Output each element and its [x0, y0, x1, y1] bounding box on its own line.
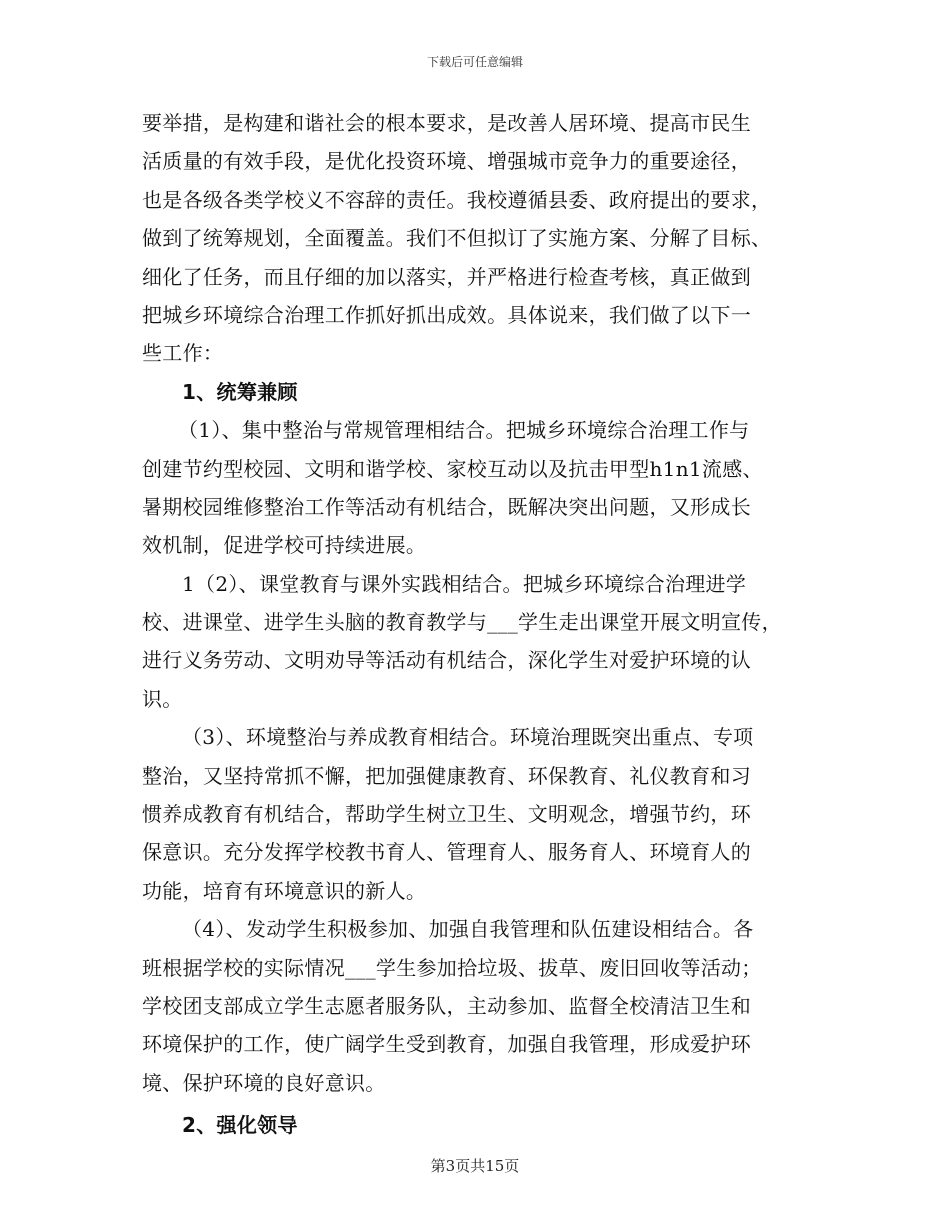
- text-line: 保意识。充分发挥学校教书育人、管理育人、服务育人、环境育人的: [142, 840, 751, 865]
- text-line: 1（2）、课堂教育与课外实践相结合。把城乡环境综合治理进学: [182, 571, 747, 596]
- text-line: 班根据学校的实际情况___学生参加拾垃圾、拔草、废旧回收等活动；: [142, 955, 762, 980]
- text-line: 要举措，是构建和谐社会的根本要求，是改善人居环境、提高市民生: [142, 111, 751, 135]
- text-line: 也是各级各类学校义不容辞的责任。我校遵循县委、政府提出的要求，: [142, 187, 772, 212]
- section-heading: 2、强化领导: [182, 1113, 298, 1138]
- text-line: 境、保护环境的良好意识。: [142, 1070, 386, 1095]
- text-line: 效机制，促进学校可持续进展。: [142, 533, 427, 558]
- document-body: [142, 104, 812, 1145]
- text-line: （4）、发动学生积极参加、加强自我管理和队伍建设相结合。各: [182, 917, 754, 942]
- text-line: 学校团支部成立学生志愿者服务队，主动参加、监督全校清洁卫生和: [142, 993, 751, 1018]
- text-line: 细化了任务，而且仔细的加以落实，并严格进行检查考核，真正做到: [142, 264, 751, 289]
- text-line: 校、进课堂、进学生头脑的教育教学与___学生走出课堂开展文明宣传，: [142, 610, 782, 635]
- page-header: 下载后可任意编辑: [426, 55, 523, 69]
- section-heading: 1、统筹兼顾: [182, 379, 298, 404]
- text-line: （1）、集中整治与常规管理相结合。把城乡环境综合治理工作与: [178, 418, 750, 443]
- text-line: 识。: [142, 686, 183, 711]
- text-line: 做到了统筹规划，全面覆盖。我们不但拟订了实施方案、分解了目标、: [142, 226, 772, 251]
- text-line: 功能，培育有环境意识的新人。: [142, 878, 427, 903]
- page-footer: 第3页共15页: [430, 1157, 520, 1175]
- text-line: 些工作：: [142, 341, 224, 366]
- text-line: 惯养成教育有机结合，帮助学生树立卫生、文明观念，增强节约，环: [142, 802, 751, 827]
- text-line: 活质量的有效手段，是优化投资环境、增强城市竞争力的重要途径，: [142, 149, 751, 174]
- text-line: 创建节约型校园、文明和谐学校、家校互动以及抗击甲型h1n1流感、: [142, 456, 763, 481]
- text-line: （3）、环境整治与养成教育相结合。环境治理既突出重点、专项: [182, 725, 754, 750]
- text-line: 把城乡环境综合治理工作抓好抓出成效。具体说来，我们做了以下一: [142, 302, 751, 327]
- text-line: 环境保护的工作，使广阔学生受到教育，加强自我管理，形成爱护环: [142, 1032, 751, 1057]
- text-line: 暑期校园维修整治工作等活动有机结合，既解决突出问题，又形成长: [142, 494, 751, 519]
- text-line: 进行义务劳动、文明劝导等活动有机结合，深化学生对爱护环境的认: [142, 648, 751, 673]
- text-line: 整治，又坚持常抓不懈，把加强健康教育、环保教育、礼仪教育和习: [142, 763, 751, 788]
